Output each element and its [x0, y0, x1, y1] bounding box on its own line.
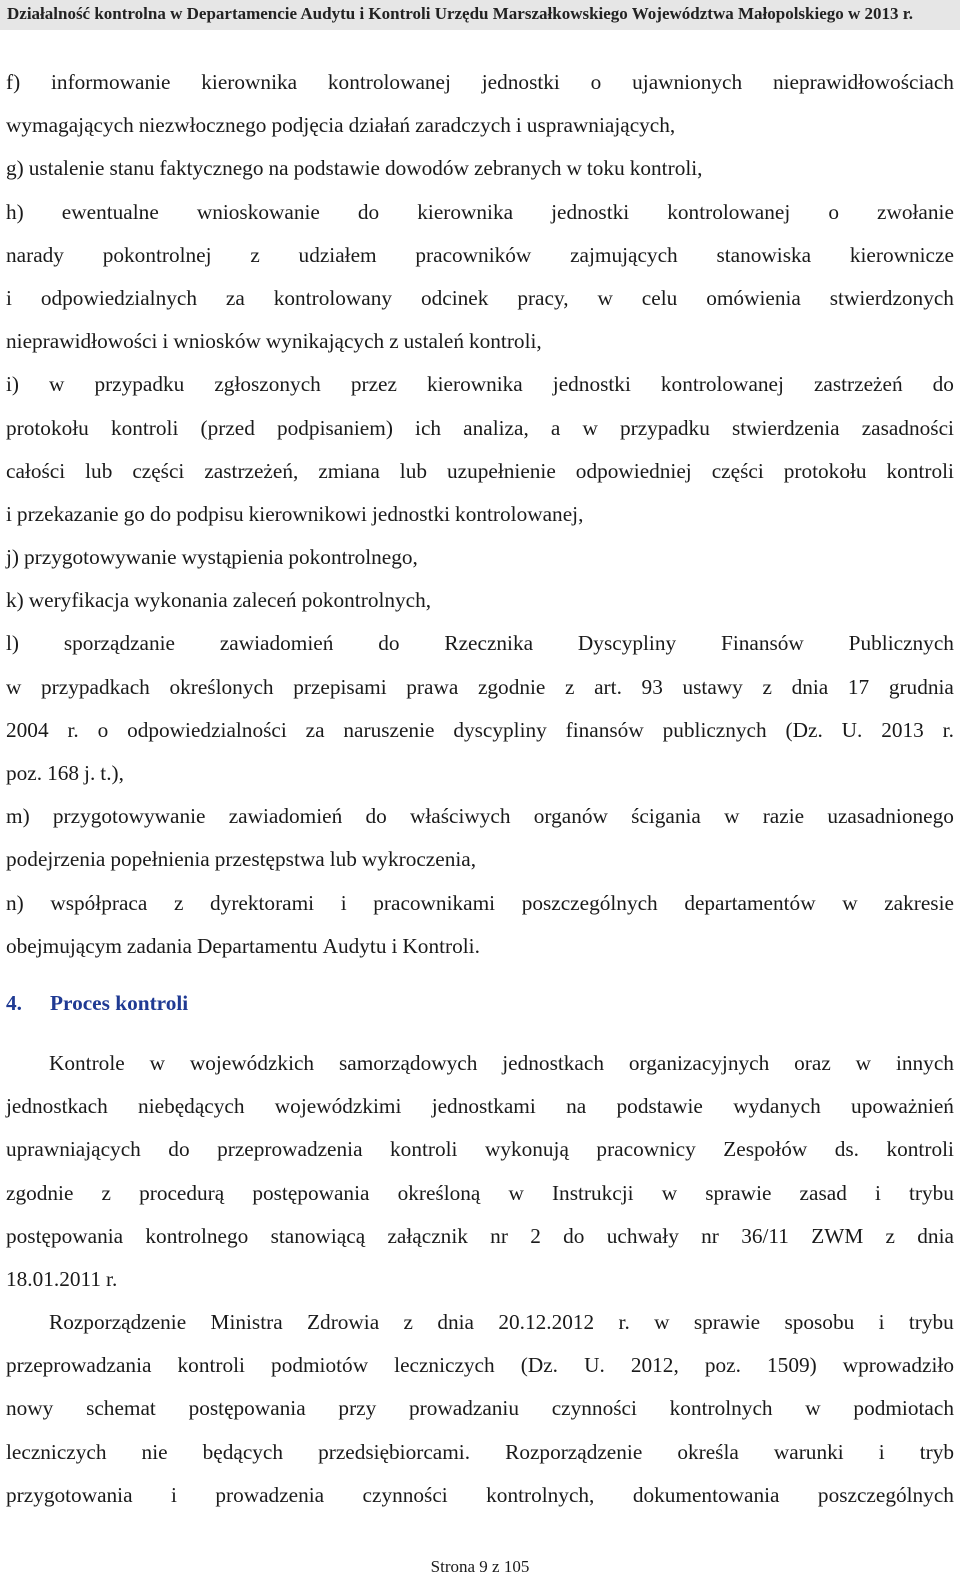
section-title: Proces kontroli: [50, 990, 189, 1015]
paragraph-line: postępowania kontrolnego stanowiącą załącznik nr 2 do uchwały nr 36/11 ZWM z dnia: [6, 1223, 954, 1248]
list-line: n) współpraca z dyrektorami i pracownikami poszczególnych departamentów w zakresie: [6, 890, 954, 915]
paragraph-line: 18.01.2011 r.: [6, 1266, 118, 1291]
list-line: obejmującym zadania Departamentu Audytu i Kontroli.: [6, 933, 480, 958]
paragraph-line: leczniczych nie będących przedsiębiorcami. Rozporządzenie określa warunki i tryb: [6, 1439, 954, 1464]
paragraph-line: nowy schemat postępowania przy prowadzaniu czynności kontrolnych w podmiotach: [6, 1396, 954, 1421]
paragraph-line: Kontrole w wojewódzkich samorządowych jednostkach organizacyjnych oraz w innych: [49, 1050, 954, 1075]
list-line: f) informowanie kierownika kontrolowanej jednostki o ujawnionych nieprawidłowościach: [6, 70, 954, 94]
list-line: l) sporządzanie zawiadomień do Rzecznika Dyscypliny Finansów Publicznych: [6, 631, 954, 656]
list-line: całości lub części zastrzeżeń, zmiana lub uzupełnienie odpowiedniej części protokołu kontroli: [6, 458, 954, 483]
paragraph-line: przeprowadzania kontroli podmiotów leczniczych (Dz. U. 2012, poz. 1509) wprowadziło: [6, 1353, 954, 1378]
list-line: i odpowiedzialnych za kontrolowany odcinek pracy, w celu omówienia stwierdzonych: [6, 285, 954, 310]
duties-list: [6, 61, 954, 968]
list-line: podejrzenia popełnienia przestępstwa lub wykroczenia,: [6, 847, 477, 872]
paragraph-line: Rozporządzenie Ministra Zdrowia z dnia 20.12.2012 r. w sprawie sposobu i trybu: [49, 1310, 954, 1335]
section-heading: [6, 981, 954, 1025]
running-header: [0, 0, 960, 30]
list-line: m) przygotowywanie zawiadomień do właściwych organów ścigania w razie uzasadnionego: [6, 804, 954, 829]
list-line: k) weryfikacja wykonania zaleceń pokontrolnych,: [6, 588, 432, 613]
list-line: wymagających niezwłocznego podjęcia działań zaradczych i usprawniających,: [6, 113, 676, 138]
page-content: [6, 61, 954, 1517]
list-line: 2004 r. o odpowiedzialności za naruszenie dyscypliny finansów publicznych (Dz. U. 2013 r.: [6, 717, 954, 742]
list-line: narady pokontrolnej z udziałem pracowników zajmujących stanowiska kierownicze: [6, 242, 954, 267]
paragraph-line: zgodnie z procedurą postępowania określoną w Instrukcji w sprawie zasad i trybu: [6, 1180, 954, 1205]
list-line: i przekazanie go do podpisu kierownikowi jednostki kontrolowanej,: [6, 501, 584, 526]
list-line: nieprawidłowości i wniosków wynikających z ustaleń kontroli,: [6, 329, 542, 354]
paragraph-line: przygotowania i prowadzenia czynności kontrolnych, dokumentowania poszczególnych: [6, 1482, 954, 1507]
header-title: Działalność kontrolna w Departamencie Audytu i Kontroli Urzędu Marszałkowskiego Województwa Małopolskiego w 2013 r.: [7, 4, 914, 23]
list-line: g) ustalenie stanu faktycznego na podstawie dowodów zebranych w toku kontroli,: [6, 156, 703, 181]
paragraph-line: uprawniających do przeprowadzenia kontroli wykonują pracownicy Zespołów ds. kontroli: [6, 1137, 954, 1162]
paragraph-line: jednostkach niebędących wojewódzkimi jednostkami na podstawie wydanych upoważnień: [6, 1094, 954, 1119]
list-line: h) ewentualne wnioskowanie do kierownika jednostki kontrolowanej o zwołanie: [6, 199, 954, 224]
list-line: poz. 168 j. t.),: [6, 761, 124, 785]
list-line: j) przygotowywanie wystąpienia pokontrolnego,: [6, 545, 418, 570]
page-number: Strona 9 z 105: [430, 1557, 530, 1576]
body-paragraphs: [6, 1042, 954, 1517]
section-number: 4.: [6, 990, 22, 1015]
list-line: i) w przypadku zgłoszonych przez kierownika jednostki kontrolowanej zastrzeżeń do: [6, 372, 954, 397]
list-line: w przypadkach określonych przepisami prawa zgodnie z art. 93 ustawy z dnia 17 grudnia: [6, 674, 954, 699]
list-line: protokołu kontroli (przed podpisaniem) ich analiza, a w przypadku stwierdzenia zasadności: [6, 415, 954, 440]
